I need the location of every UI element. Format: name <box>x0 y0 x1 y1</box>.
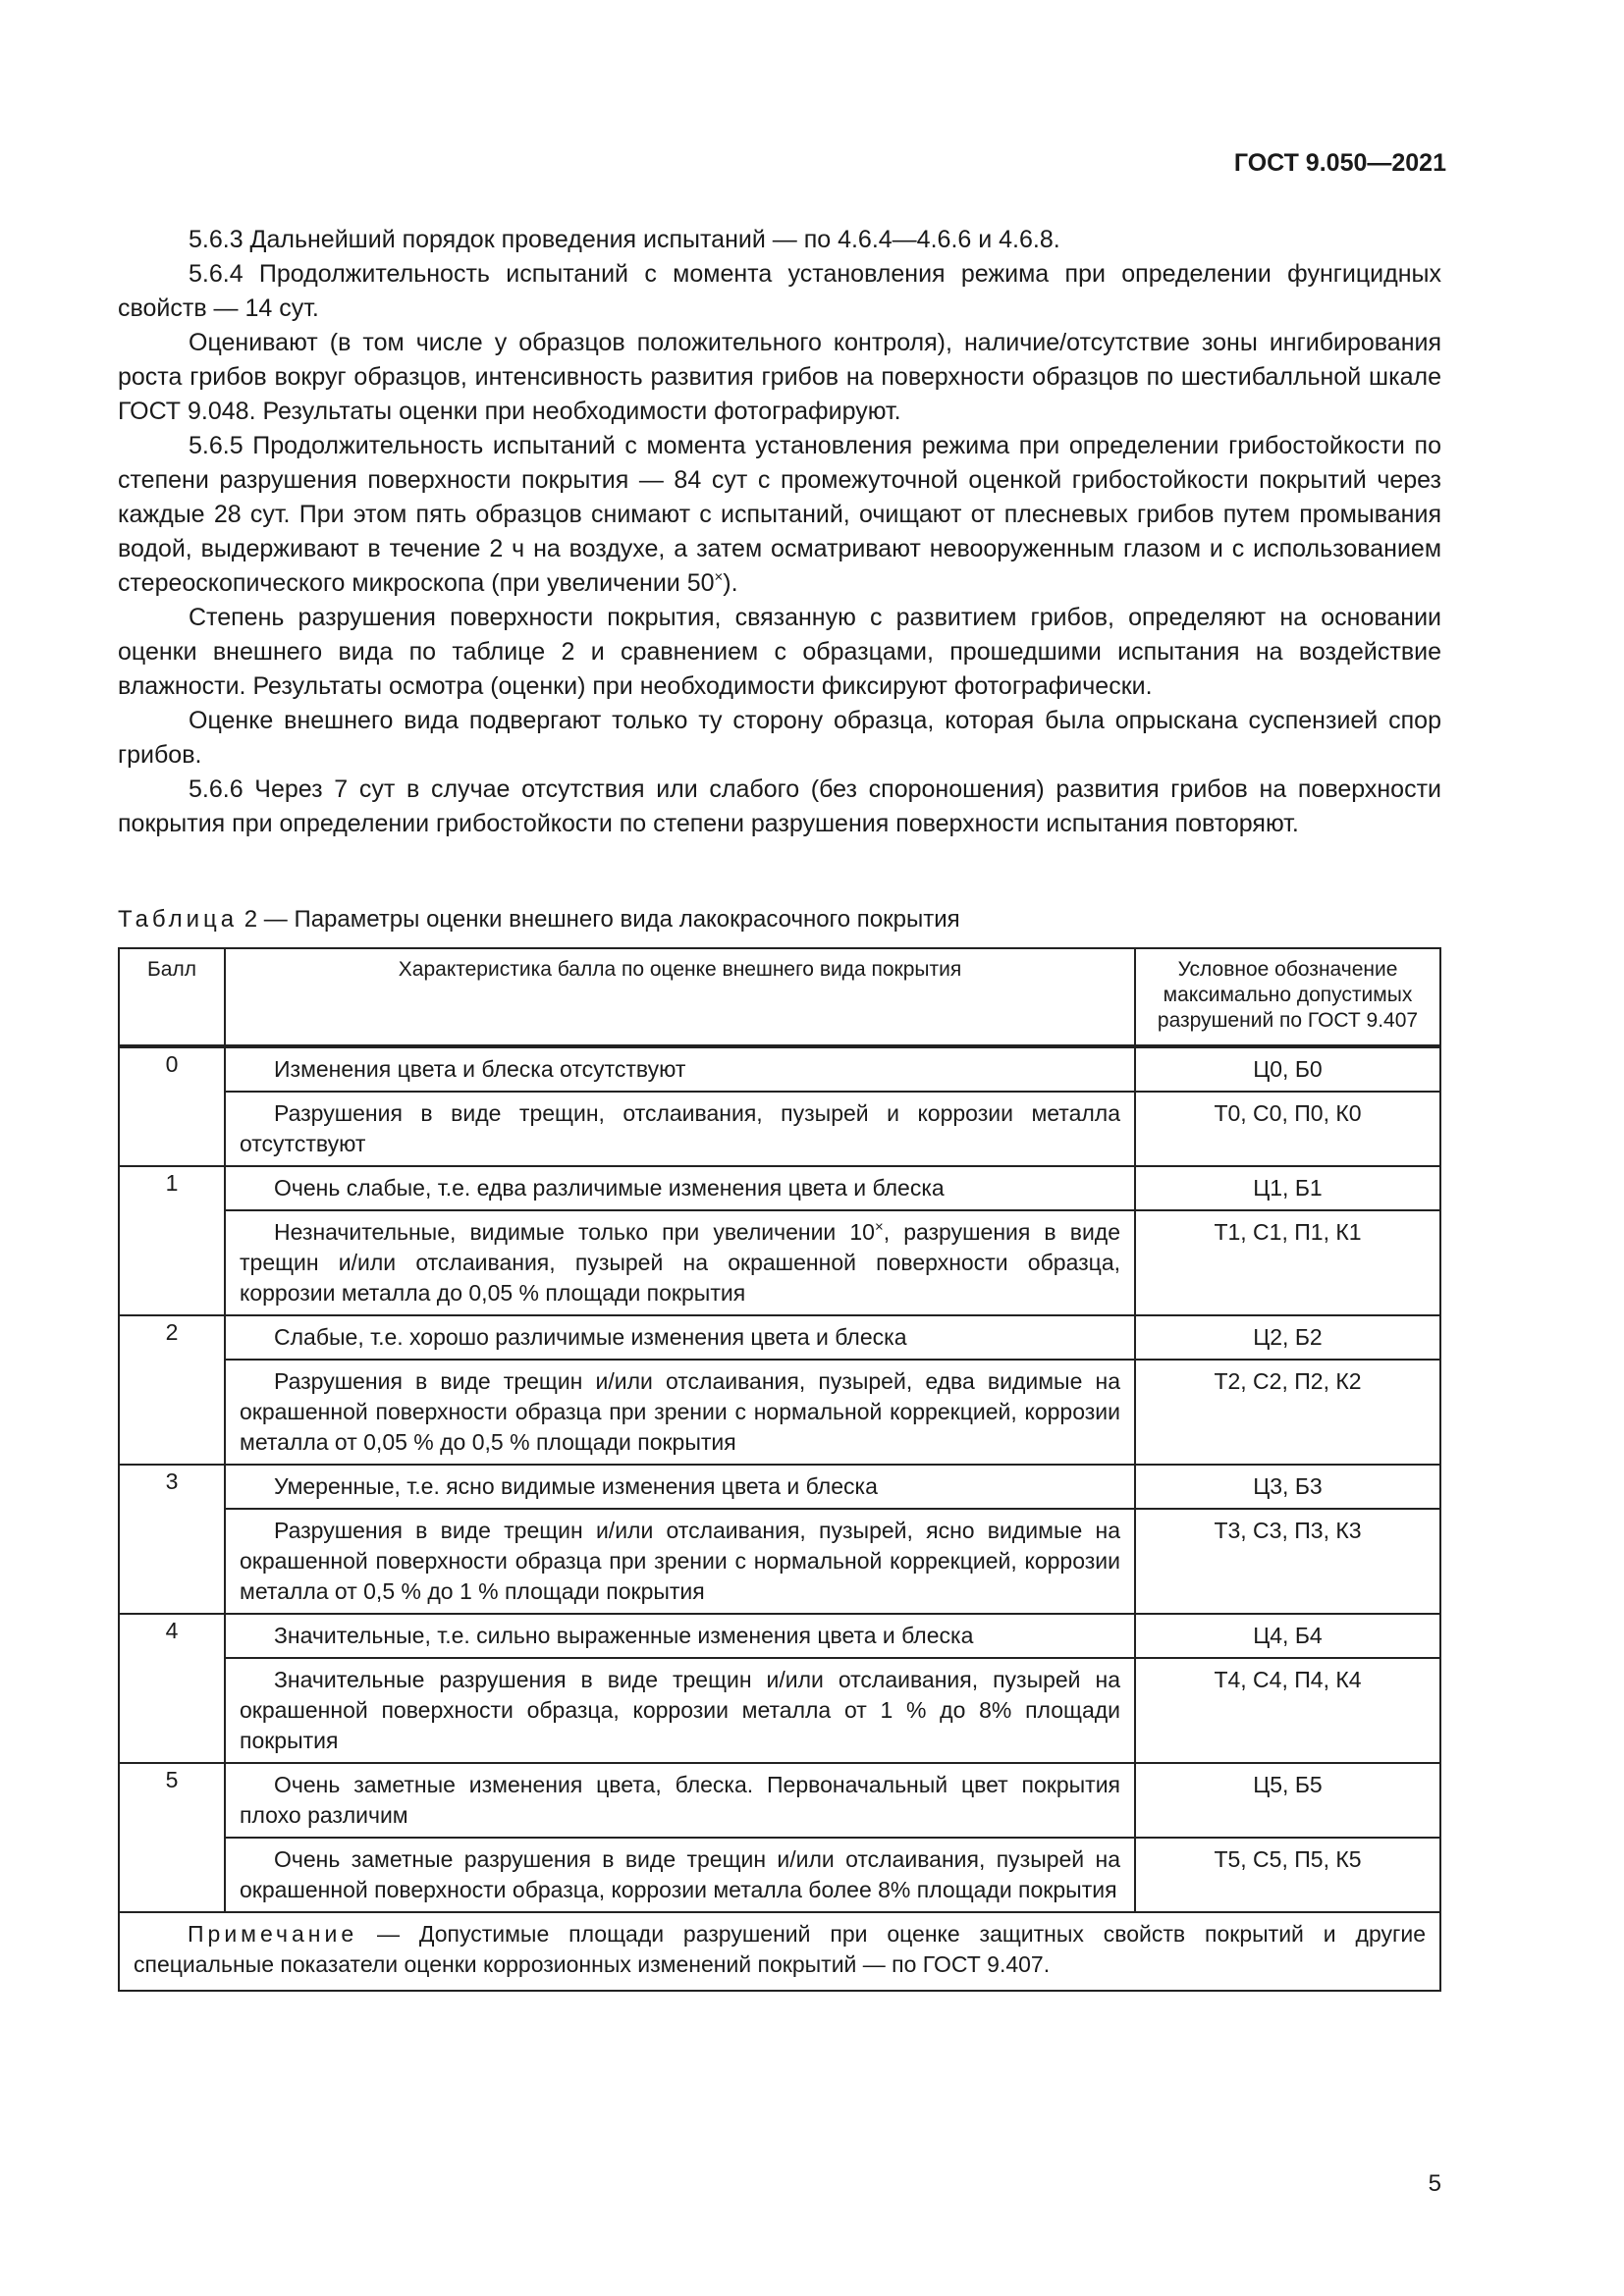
header-designation: Условное обозначение максимально допустимых разрушений по ГОСТ 9.407 <box>1135 948 1440 1046</box>
desc-cell: Очень заметные разрушения в виде трещин и/или отслаивания, пузырей на окрашенной поверхности образца, коррозии металла более 8% площади покрытия <box>225 1838 1135 1912</box>
code-cell: Т0, С0, П0, К0 <box>1135 1092 1440 1166</box>
table-row <box>119 1092 1440 1166</box>
desc-text-post: , разрушения в виде трещин и/или отслаивания, пузырей на окрашенной поверхности образца, коррозии металла до 0,05 % площади покрытия <box>240 1219 1121 1306</box>
desc-text-pre: Незначительные, видимые только при увеличении 10 <box>274 1219 875 1245</box>
code-cell: Т4, С4, П4, К4 <box>1135 1658 1440 1763</box>
code-cell: Т2, С2, П2, К2 <box>1135 1360 1440 1465</box>
table-caption-title: 2 — Параметры оценки внешнего вида лакокрасочного покрытия <box>238 906 960 933</box>
table-row <box>119 1614 1440 1658</box>
table-row <box>119 1838 1440 1912</box>
table-caption-label: Таблица <box>118 906 239 933</box>
ball-cell: 0 <box>119 1046 225 1166</box>
document-id: ГОСТ 9.050—2021 <box>1233 149 1446 177</box>
paragraph-damage-degree: Степень разрушения поверхности покрытия, связанную с развитием грибов, определяют на основании оценки внешнего вида по таблице 2 и сравнением с образцами, прошедшими испытания на воздействие влажности. Результаты осмотра (оценки) при необходимости фиксируют фотографически. <box>118 604 1441 700</box>
table-row <box>119 1763 1440 1838</box>
desc-cell: Слабые, т.е. хорошо различимые изменения цвета и блеска <box>225 1315 1135 1360</box>
desc-cell: Умеренные, т.е. ясно видимые изменения цвета и блеска <box>225 1465 1135 1509</box>
desc-cell: Разрушения в виде трещин и/или отслаивания, пузырей, ясно видимые на окрашенной поверхности образца при зрении с нормальной коррекцией, коррозии металла от 0,5 % до 1 % площади покрытия <box>225 1509 1135 1614</box>
desc-cell: Значительные, т.е. сильно выраженные изменения цвета и блеска <box>225 1614 1135 1658</box>
paragraph-5-6-4: 5.6.4 Продолжительность испытаний с момента установления режима при определении фунгицидных свойств — 14 сут. <box>118 260 1441 322</box>
table-row <box>119 1210 1440 1315</box>
paragraph-5-6-5 <box>118 429 1441 601</box>
body-text <box>118 223 1441 841</box>
paragraph-5-6-3: 5.6.3 Дальнейший порядок проведения испытаний — по 4.6.4—4.6.6 и 4.6.8. <box>189 226 1060 253</box>
desc-cell: Значительные разрушения в виде трещин и/или отслаивания, пузырей на окрашенной поверхности образца, коррозии металла от 1 % до 8% площади покрытия <box>225 1658 1135 1763</box>
code-cell: Т5, С5, П5, К5 <box>1135 1838 1440 1912</box>
ball-cell: 2 <box>119 1315 225 1465</box>
magnification-mark: × <box>714 568 724 586</box>
paragraph-fungicidal-assessment: Оценивают (в том числе у образцов положительного контроля), наличие/отсутствие зоны ингибирования роста грибов вокруг образцов, интенсивность развития грибов на поверхности образцов по шестибалльной шкале ГОСТ 9.048. Результаты оценки при необходимости фотографируют. <box>118 329 1441 425</box>
paragraph-5-6-5-tail: ). <box>723 569 738 597</box>
magnification-mark: × <box>874 1218 884 1236</box>
table-note <box>119 1912 1440 1991</box>
paragraph-5-6-5-text: 5.6.5 Продолжительность испытаний с момента установления режима при определении грибостойкости по степени разрушения поверхности покрытия — 84 сут с промежуточной оценкой грибостойкости покрытий через каждые 28 сут. При этом пять образцов снимают с испытаний, очищают от плесневых грибов путем промывания водой, выдерживают в течение 2 ч на воздухе, а затем осматривают невооруженным глазом и с использованием стереоскопического микроскопа (при увеличении 50 <box>118 432 1441 597</box>
ball-cell: 4 <box>119 1614 225 1763</box>
code-cell: Ц1, Б1 <box>1135 1166 1440 1210</box>
assessment-table <box>118 947 1441 1992</box>
code-cell: Ц3, Б3 <box>1135 1465 1440 1509</box>
desc-cell: Разрушения в виде трещин и/или отслаивания, пузырей, едва видимые на окрашенной поверхности образца при зрении с нормальной коррекцией, коррозии металла от 0,05 % до 0,5 % площади покрытия <box>225 1360 1135 1465</box>
header-characteristic: Характеристика балла по оценке внешнего вида покрытия <box>225 948 1135 1046</box>
code-cell: Ц0, Б0 <box>1135 1046 1440 1092</box>
table-row <box>119 1509 1440 1614</box>
table-row <box>119 1166 1440 1210</box>
code-cell: Ц4, Б4 <box>1135 1614 1440 1658</box>
desc-cell: Очень заметные изменения цвета, блеска. Первоначальный цвет покрытия плохо различим <box>225 1763 1135 1838</box>
paragraph-assessed-side: Оценке внешнего вида подвергают только ту сторону образца, которая была опрыскана суспензией спор грибов. <box>118 707 1441 769</box>
ball-cell: 5 <box>119 1763 225 1912</box>
header-ball: Балл <box>119 948 225 1046</box>
table-row <box>119 1465 1440 1509</box>
code-cell: Т3, С3, П3, К3 <box>1135 1509 1440 1614</box>
desc-cell <box>225 1210 1135 1315</box>
ball-cell: 3 <box>119 1465 225 1614</box>
table-note-label: Примечание <box>188 1921 358 1947</box>
table-note-row <box>119 1912 1440 1991</box>
code-cell: Т1, С1, П1, К1 <box>1135 1210 1440 1315</box>
table-note-text: — Допустимые площади разрушений при оценке защитных свойств покрытий и другие специальные показатели оценки коррозионных изменений покрытий — по ГОСТ 9.407. <box>134 1921 1426 1977</box>
paragraph-5-6-6: 5.6.6 Через 7 сут в случае отсутствия или слабого (без спороношения) развития грибов на поверхности покрытия при определении грибостойкости по степени разрушения поверхности испытания повторяют. <box>118 775 1441 837</box>
table-caption <box>118 906 960 934</box>
table-header-row <box>119 948 1440 1046</box>
desc-cell: Очень слабые, т.е. едва различимые изменения цвета и блеска <box>225 1166 1135 1210</box>
ball-cell: 1 <box>119 1166 225 1315</box>
desc-cell: Изменения цвета и блеска отсутствуют <box>225 1046 1135 1092</box>
page-number: 5 <box>1428 2170 1441 2197</box>
table-row <box>119 1360 1440 1465</box>
table-row <box>119 1046 1440 1092</box>
desc-cell: Разрушения в виде трещин, отслаивания, пузырей и коррозии металла отсутствуют <box>225 1092 1135 1166</box>
table-row <box>119 1315 1440 1360</box>
code-cell: Ц2, Б2 <box>1135 1315 1440 1360</box>
code-cell: Ц5, Б5 <box>1135 1763 1440 1838</box>
table-row <box>119 1658 1440 1763</box>
